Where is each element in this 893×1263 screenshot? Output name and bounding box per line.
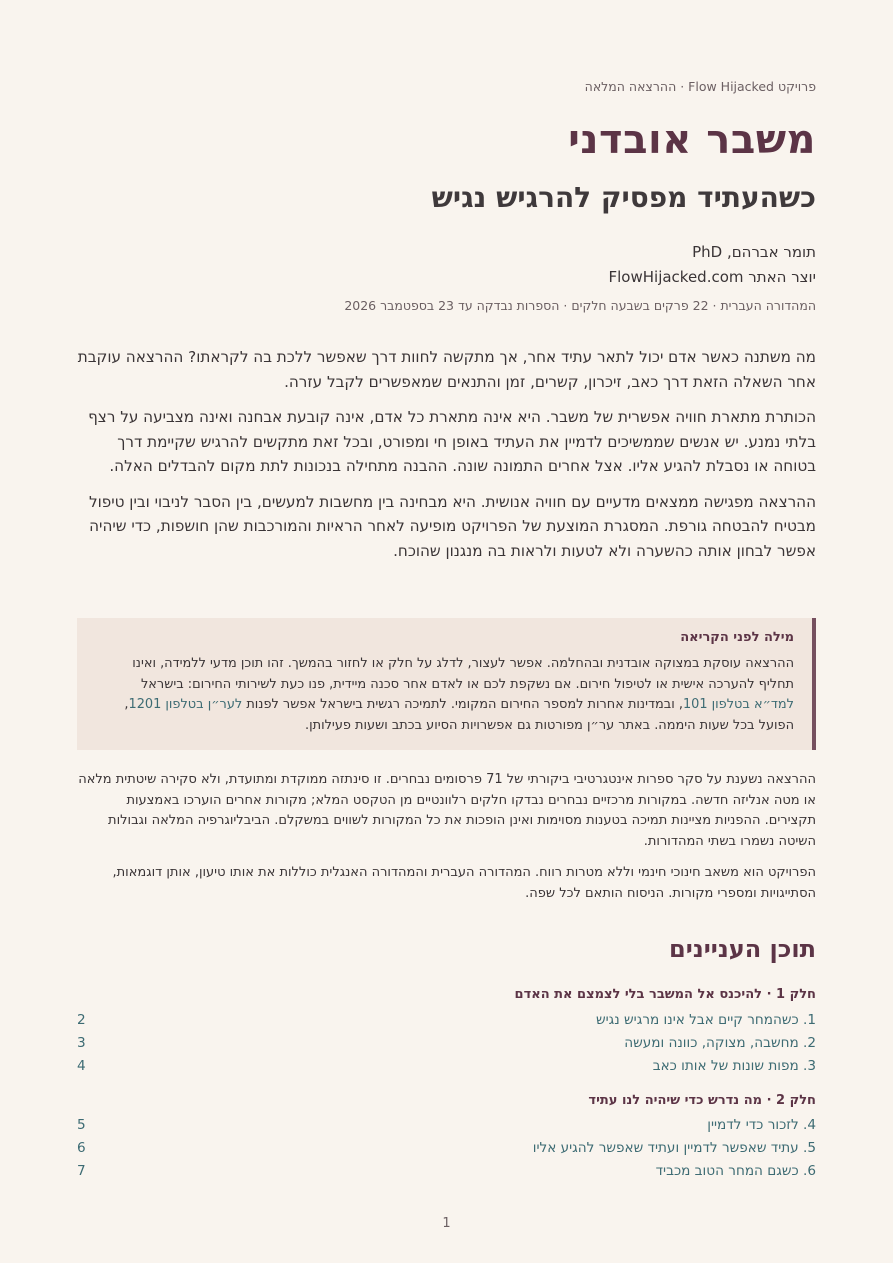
mda-emergency-link[interactable]: למד״א בטלפון 101 (682, 697, 794, 713)
toc-entry-page: 4 (77, 1058, 86, 1074)
toc-entry-page: 6 (77, 1140, 86, 1156)
toc-title: תוכן העניינים (669, 935, 816, 963)
toc-entry[interactable] (77, 1163, 816, 1186)
note-text: , ובמדינות אחרות למספר החירום המקומי. לתמיכה רגשית בישראל אפשר לפנות (242, 697, 683, 713)
author-role: יוצר האתר FlowHijacked.com (608, 268, 816, 286)
toc-entry-label[interactable]: 3. מפות שונות של אותו כאב (652, 1058, 816, 1074)
reading-note-callout (77, 618, 816, 750)
edition-line: המהדורה העברית · 22 פרקים בשבעה חלקים · הספרות נבדקה עד 23 בספטמבר 2026 (344, 298, 816, 313)
toc-entry[interactable] (77, 1140, 816, 1163)
page-subtitle: כשהעתיד מפסיק להרגיש נגיש (431, 181, 816, 214)
note-text: ההרצאה עוסקת במצוקה אובדנית ובהחלמה. אפשר לעצור, לדלג על חלק או לחזור בהמשך. זהו תוכן מדעי ללמידה, ואינו תחליף להערכה אישית או לטיפול חירום. אם נשקפת לכם או לאדם אחר סכנה מיידית, פנו כעת לשירותי החירום: בישראל (132, 656, 794, 692)
toc-entry[interactable] (77, 1035, 816, 1058)
note-body (99, 654, 794, 736)
author-block (609, 240, 817, 290)
intro-paragraph: מה משתנה כאשר אדם יכול לתאר עתיד אחר, אך מתקשה לחוות דרך שאפשר ללכת בה לקראתו? ההרצאה עוקבת אחר השאלה הזאת דרך כאב, זיכרון, קשרים, זמן והתנאים שמאפשרים לקבל עזרה. (77, 348, 816, 391)
toc-entry[interactable] (77, 1058, 816, 1081)
toc-entry-label[interactable]: 1. כשהמחר קיים אבל אינו מרגיש נגיש (596, 1012, 816, 1028)
toc-entry-label[interactable]: 4. לזכור כדי לדמיין (707, 1117, 816, 1133)
toc-part-heading: חלק 2 · מה נדרש כדי שיהיה לנו עתיד (588, 1093, 816, 1108)
methods-paragraph: ההרצאה נשענת על סקר ספרות אינטגרטיבי ביקורתי של 71 פרסומים נבחרים. זו סינתזה ממוקדת ומתועדת, ולא סקירה שיטתית מלאה או מטה אנליזה חדשה. במקורות מרכזיים נבחרים נבדקו חלקים רלוונטיים מן הטקסט המלא; מקורות אחרים הוערכו באמצעות תקצירים. ההפניות מציינות תמיכה בטענות מסוימות ואינן הופכות את כל המקורות לשווים במשקלם. הביבליוגרפיה המלאה וגבולות השיטה נשמרו בשתי המהדורות. (78, 772, 816, 849)
toc-entry[interactable] (77, 1012, 816, 1035)
toc-entry-page: 3 (77, 1035, 86, 1051)
page-number: 1 (442, 1216, 451, 1231)
toc-entry-label[interactable]: 5. עתיד שאפשר לדמיין ועתיד שאפשר להגיע אליו (532, 1140, 816, 1156)
toc-entry-label[interactable]: 6. כשגם המחר הטוב מכביד (655, 1163, 816, 1179)
eran-support-link[interactable]: לער״ן בטלפון 1201 (128, 697, 243, 713)
project-kicker: פרויקט Flow Hijacked · ההרצאה המלאה (584, 79, 816, 94)
toc-entry-page: 7 (77, 1163, 86, 1179)
toc-entry-label[interactable]: 2. מחשבה, מצוקה, כוונה ומעשה (624, 1035, 816, 1051)
toc-entry-page: 2 (77, 1012, 86, 1028)
methods-section (77, 770, 816, 916)
toc-entry-page: 5 (77, 1117, 86, 1133)
intro-section (77, 345, 816, 574)
toc-entry[interactable] (77, 1117, 816, 1140)
methods-paragraph: הפרויקט הוא משאב חינוכי חינמי וללא מטרות רווח. המהדורה העברית והמהדורה האנגלית כוללות את אותו טיעון, אותן דוגמאות, הסתייגויות ומספרי מקורות. הניסוח הותאם לכל שפה. (112, 865, 816, 901)
note-text: , הפועל בכל שעות היממה. באתר ער״ן מפורטות גם אפשרויות הסיוע בכתב ושעות פעילותן. (124, 697, 794, 733)
intro-paragraph: הכותרת מתארת חוויה אפשרית של משבר. היא אינה מתארת כל אדם, אינה קובעת אבחנה ואינה מצביעה על רצף בלתי נמנע. יש אנשים שממשיכים לדמיין את העתיד באופן חי ומפורט, ובכל זאת מתקשים להרגיש שקיימת דרך בטוחה או נסבלת להגיע אליו. אצל אחרים התמונה שונה. ההבנה מתחילה בנכונות לתת מקום להבדלים האלה. (88, 408, 816, 475)
toc-part-heading: חלק 1 · להיכנס אל המשבר בלי לצמצם את האדם (514, 987, 816, 1002)
page-title: משבר אובדני (568, 117, 816, 163)
note-title: מילה לפני הקריאה (680, 630, 794, 645)
author-name: תומר אברהם, PhD (692, 243, 816, 261)
intro-paragraph: ההרצאה מפגישה ממצאים מדעיים עם חוויה אנושית. היא מבחינה בין מחשבות למעשים, בין הסבר לניבוי ובין טיפול מבטיח להבטחה גורפת. המסגרת המוצעת של הפרויקט מופיעה לאחר הראיות והמורכבות שהן חושפות, כדי שיהיה אפשר לבחון אותה כהשערה ולא לטעות ולראות בה מנגנון שהוכח. (88, 492, 816, 560)
